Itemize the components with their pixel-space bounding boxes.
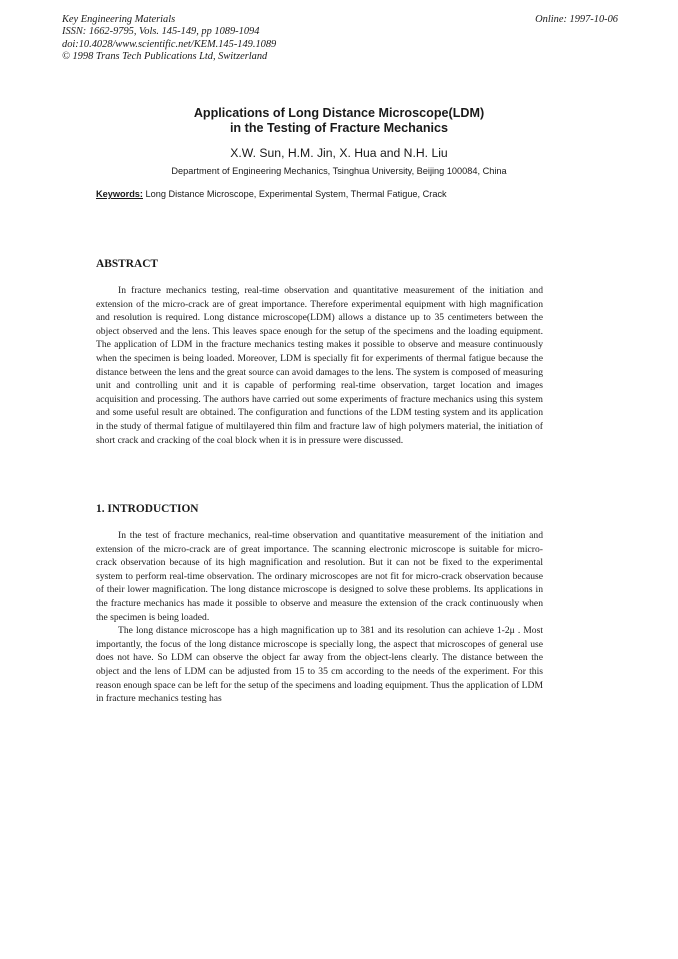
introduction-heading: 1. INTRODUCTION: [96, 503, 199, 515]
online-date: Online: 1997-10-06: [535, 14, 618, 25]
keywords-text: Long Distance Microscope, Experimental System, Thermal Fatigue, Crack: [145, 189, 447, 199]
affiliation: Department of Engineering Mechanics, Tsinghua University, Beijing 100084, China: [171, 166, 507, 176]
abstract-paragraph: In fracture mechanics testing, real-time observation and quantitative measurement of the initiation and extension of the micro-crack are of great importance. Therefore experimental equipment with high magnification and resolution is required. Long distance microscope(LDM) allows a distance up to 35 centimeters between the object observed and the lens. This leaves space enough for the setup of the specimens and the loading equipment. The application of LDM in the fracture mechanics testing makes it possible to observe and measure continuously when the specimen is being loaded. Moreover, LDM is specially fit for experiments of thermal fatigue because the distance between the lens and the great source can avoid damages to the lens. The system is composed of measuring unit and controlling unit and it is capable of performing real-time observation, target location and images acquisition and processing. The authors have carried out some experiments of fracture mechanics using this system and some useful result are obtained. The configuration and functions of the LDM testing system and its application in the study of thermal fatigue of multilayered thin film and fracture law of high polymers material, the initiation of short crack and cracking of the coal block when it is in pressure were discussed.: [96, 285, 543, 446]
issn-line: ISSN: 1662-9795, Vols. 145-149, pp 1089-1094: [62, 26, 260, 38]
copyright-line: © 1998 Trans Tech Publications Ltd, Switzerland: [62, 51, 268, 63]
keywords: [96, 189, 616, 199]
keywords-label: Keywords:: [96, 189, 143, 199]
introduction-paragraph-2: The long distance microscope has a high magnification up to 381 and its resolution can achieve 1-2μ . Most importantly, the focus of the long distance microscope is specially long, the aspect that microscopes of general use does not have. So LDM can observe the object far away from the object-lens clearly. The distance between the object and the lens of LDM can be adjusted from 15 to 35 cm according to the needs of the experiment. For this reason enough space can be left for the setup of the specimens and loading equipment. Thus the application of LDM in fracture mechanics testing has: [96, 625, 543, 705]
title-line-2: in the Testing of Fracture Mechanics: [229, 121, 449, 135]
abstract-heading: ABSTRACT: [96, 258, 159, 270]
doi-line: doi:10.4028/www.scientific.net/KEM.145-149.1089: [62, 38, 277, 50]
paper-title: [0, 106, 678, 136]
introduction-paragraph-1: In the test of fracture mechanics, real-time observation and quantitative measurement of the initiation and extension of the micro-crack are of great importance. The scanning electronic microscope is suitable for micro-crack observation because of its high magnification and resolution. But it can not be fixed to the experimental system to perform real-time observation. The ordinary microscopes are not fit for micro-crack observation because of their lower magnification. The long distance microscope is designed to solve these problems. Its applications in the fracture mechanics has made it possible to observe and measure the extension of the crack continuously when the specimen is being loaded.: [96, 530, 543, 623]
introduction-body: [96, 529, 543, 706]
journal-name: Key Engineering Materials: [62, 14, 176, 25]
authors: X.W. Sun, H.M. Jin, X. Hua and N.H. Liu: [230, 146, 448, 160]
title-line-1: Applications of Long Distance Microscope(LDM): [193, 106, 485, 120]
abstract-body: [96, 284, 543, 447]
journal-header: [62, 14, 276, 64]
